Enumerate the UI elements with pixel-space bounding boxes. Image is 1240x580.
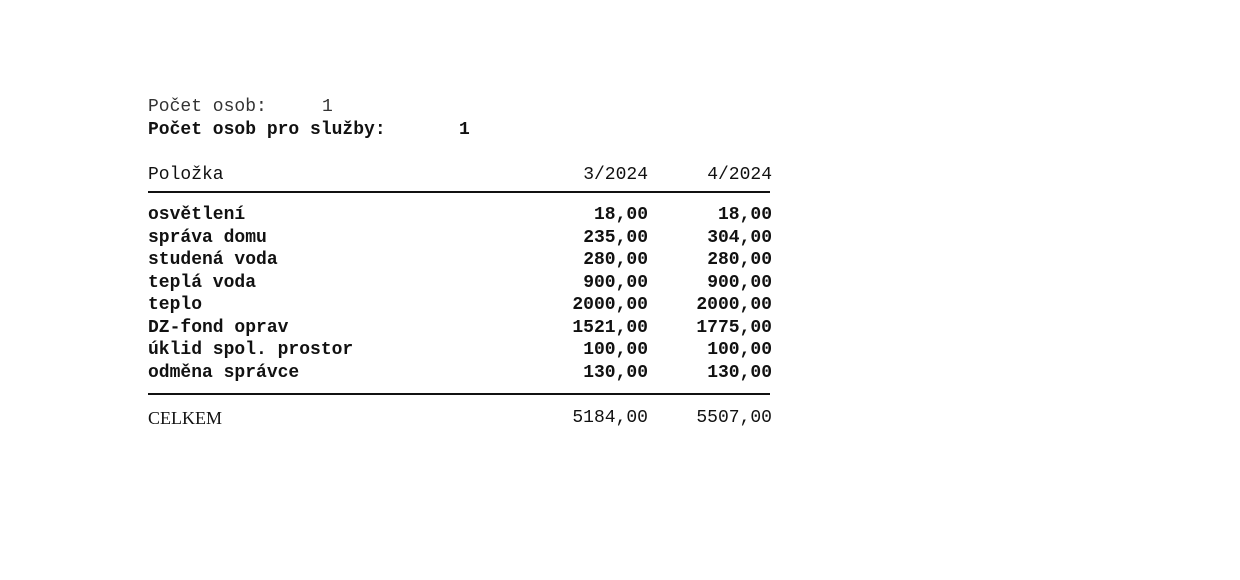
total-month-2: 5507,00: [696, 408, 772, 428]
value-month-1: 130,00: [583, 362, 648, 383]
total-month-1: 5184,00: [572, 408, 648, 428]
value-month-1: 1521,00: [572, 317, 648, 338]
persons-label: Počet osob:: [148, 97, 267, 117]
value-month-2: 280,00: [707, 250, 772, 270]
table-header-row: [148, 163, 772, 187]
table-row: [148, 362, 772, 385]
item-name: DZ-fond oprav: [148, 317, 289, 338]
item-name: odměna správce: [148, 362, 300, 383]
total-label: CELKEM: [148, 408, 222, 428]
value-month-2: 900,00: [707, 272, 772, 293]
billing-document: [148, 96, 772, 430]
item-name: teplo: [148, 295, 203, 315]
table-row: [148, 317, 772, 340]
billing-table: [148, 163, 772, 430]
value-month-1: 18,00: [593, 205, 648, 225]
total-row: [148, 407, 772, 430]
item-name: teplá voda: [148, 272, 257, 293]
value-month-1: 235,00: [583, 227, 648, 248]
persons-line: [148, 96, 772, 119]
table-body: [148, 204, 772, 384]
service-persons-label: Počet osob pro služby:: [148, 120, 386, 140]
table-row: [148, 227, 772, 250]
value-month-2: 2000,00: [696, 295, 772, 315]
header-divider: [148, 191, 770, 193]
persons-value: 1: [322, 97, 333, 117]
table-row: [148, 204, 772, 227]
service-persons-value: 1: [459, 120, 470, 140]
item-name: úklid spol. prostor: [148, 340, 354, 360]
value-month-2: 100,00: [707, 340, 772, 360]
table-row: [148, 249, 772, 272]
value-month-2: 130,00: [707, 362, 772, 383]
value-month-1: 280,00: [583, 250, 648, 270]
value-month-1: 900,00: [583, 272, 648, 293]
table-row: [148, 272, 772, 295]
column-header-month-2: 4/2024: [707, 165, 772, 185]
table-row: [148, 339, 772, 362]
value-month-1: 2000,00: [572, 295, 648, 315]
item-name: studená voda: [148, 250, 278, 270]
value-month-2: 1775,00: [696, 317, 772, 338]
item-name: správa domu: [148, 227, 267, 248]
value-month-1: 100,00: [583, 340, 648, 360]
column-header-item: Položka: [148, 165, 224, 185]
service-persons-line: [148, 119, 772, 142]
value-month-2: 18,00: [717, 205, 772, 225]
item-name: osvětlení: [148, 205, 246, 225]
total-divider: [148, 393, 770, 395]
table-row: [148, 294, 772, 317]
column-header-month-1: 3/2024: [583, 165, 648, 185]
value-month-2: 304,00: [707, 227, 772, 248]
